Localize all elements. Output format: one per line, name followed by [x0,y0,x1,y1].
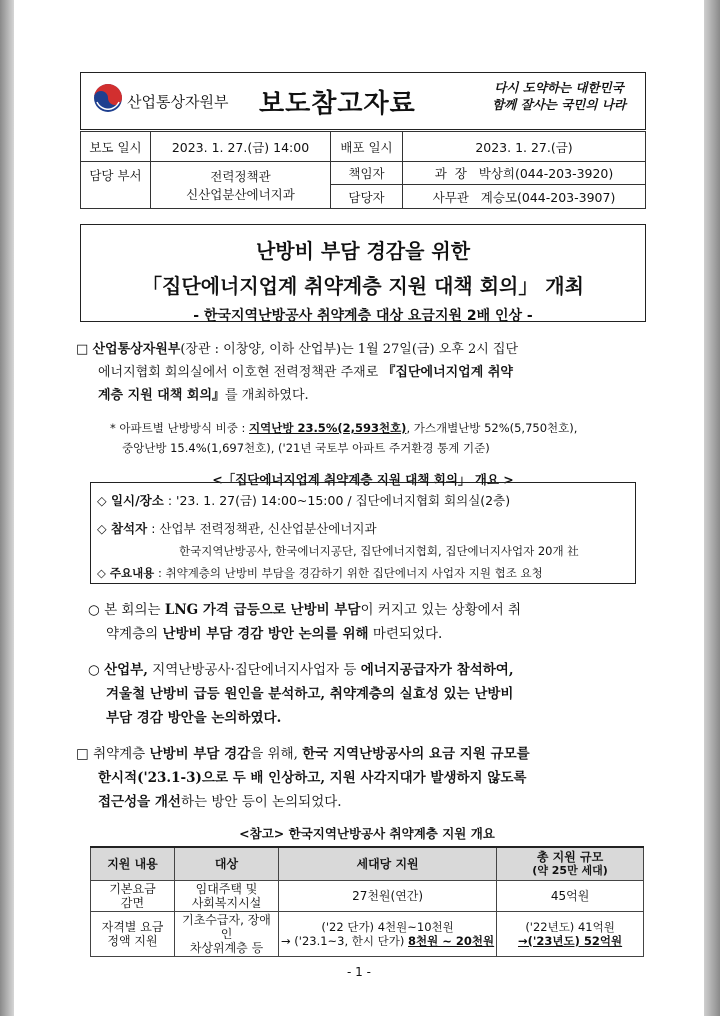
headline-line-2: 「집단에너지업계 취약계층 지원 대책 회의」 개최 [142,274,584,298]
meeting-overview-heading: <「집단에너지업계 취약계층 지원 대책 회의」 개요 > [212,472,514,487]
col-support-type: 지원 내용 [91,847,175,881]
circle-item-2: ○ 산업부, 지역난방공사·집단에너지사업자 등 에너지공급자가 참석하여, 겨울철 난방비 급등 원인을 분석하고, 취약계층의 실효성 있는 난방비 부담 경감 방안을 논의하였다. [88,662,514,726]
report-date-label: 보도 일시 [81,132,151,162]
circle-item-1: ○ 본 회의는 LNG 가격 급등으로 난방비 부담이 커지고 있는 상황에서 취 약계층의 난방비 부담 경감 방안 논의를 위해 마련되었다. [88,602,522,642]
government-slogan: 다시 도약하는 대한민국 함께 잘사는 국민의 나라 [492,80,626,112]
document-page [14,0,704,1016]
distribution-date-label: 배포 일시 [331,132,403,162]
headline-box [80,224,646,322]
press-header [80,72,646,130]
doc-type-title: 보도참고자료 [259,89,416,119]
ministry-name: 산업통상자원부 [127,93,229,111]
responsible-label: 책임자 [331,162,403,185]
reference-title: <참고> 한국지역난방공사 취약계층 지원 개요 [239,826,495,841]
page-number: - 1 - [347,965,371,979]
subject-ministry: 산업통상자원부 [92,342,181,357]
headline-line-1: 난방비 부담 경감을 위한 [255,239,471,263]
reference-table [90,846,644,957]
paragraph-2: □ 취약계층 난방비 부담 경감을 위해, 한국 지역난방공사의 요금 지원 규모를 한시적('23.1-3)으로 두 배 인상하고, 지원 사각지대가 발생하지 않도록 접근성을 개선하는 방안 등이 논의되었다. [76,746,530,810]
department-label: 담당 부서 [81,162,151,209]
col-total-scale: 총 지원 규모 (약 25만 세대) [497,847,644,881]
department-value: 전력정책관 신산업분산에너지과 [151,162,331,209]
meeting-overview-box: ◇ 일시/장소 : '23. 1. 27(금) 14:00~15:00 / 집단에너지협회 회의실(2층) ◇ 참석자 : 산업부 전력정책관, 신산업분산에너지과 한국지역난방공사, 한국에너지공단, 집단에너지협회, 집단에너지사업자 20개 社 ◇ 주요내용 : 취약계층의 난방비 부담을 경감하기 위한 집단에너지 사업자 지원 협조 요청 [90,482,636,584]
heating-ratio-note: * 아파트별 난방방식 비중 : 지역난방 23.5%(2,593천호), 가스개별난방 52%(5,750천호), 중앙난방 15.4%(1,697천호), ('21년 국토부 아파트 주거환경 통계 기준) [110,421,578,455]
table-row: 자격별 요금 정액 지원 기초수급자, 장애인 차상위계층 등 ('22 단가) 4천원~10천원 → ('23.1~3, 한시 단가) 8천원 ~ 20천원 ('22년도) 41억원 →('23년도) 52억원 [91,912,644,957]
col-target: 대상 [175,847,279,881]
responsible-value: 과 장 박상희(044-203-3920) [403,162,646,185]
staff-value: 사무관 계승모(044-203-3907) [403,185,646,209]
report-date-value: 2023. 1. 27.(금) 14:00 [151,132,331,162]
staff-label: 담당자 [331,185,403,209]
paragraph-1: □ 산업통상자원부(장관 : 이창양, 이하 산업부)는 1월 27일(금) 오후 2시 집단 에너지협회 회의실에서 이호현 전력정책관 주재로 『집단에너지업계 취약 계층 지원 대책 회의』를 개최하였다. [76,342,519,403]
table-row: 기본요금 감면 임대주택 및 사회복지시설 27천원(연간) 45억원 [91,881,644,912]
col-per-household: 세대당 지원 [279,847,497,881]
release-info-table [80,131,646,209]
headline-subtitle: - 한국지역난방공사 취약계층 대상 요금지원 2배 인상 - [193,308,533,324]
distribution-date-value: 2023. 1. 27.(금) [403,132,646,162]
government-emblem-icon [93,83,123,113]
